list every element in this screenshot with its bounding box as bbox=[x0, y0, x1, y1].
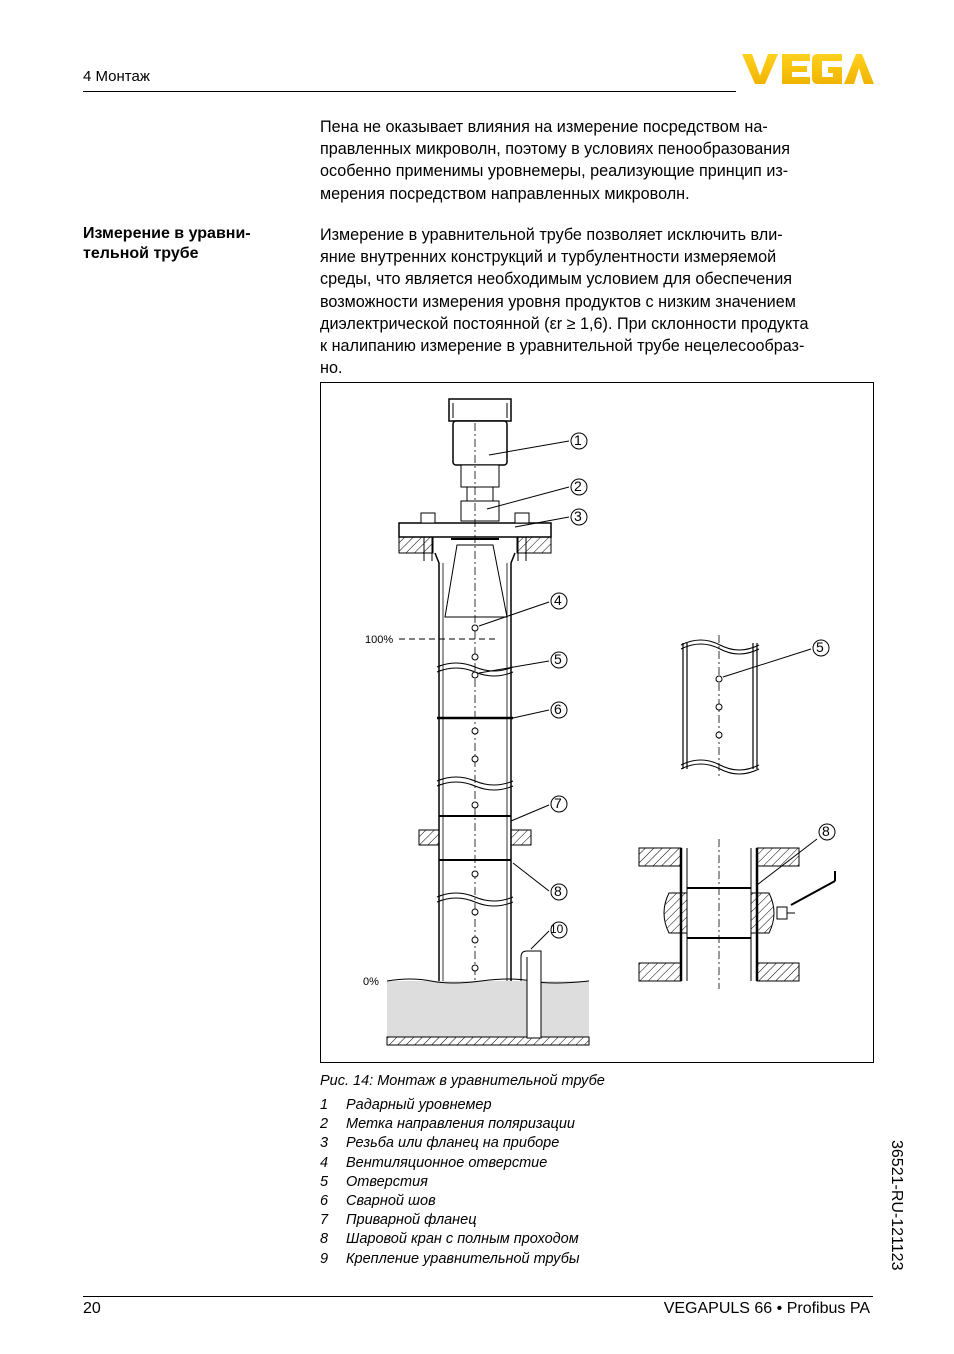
section-heading bbox=[83, 224, 303, 264]
legend-item: 9 Крепление уравнительной трубы bbox=[320, 1250, 580, 1267]
vega-logo bbox=[740, 48, 874, 88]
text-line: Измерение в уравнительной трубе позволяет исключить вли- bbox=[320, 226, 783, 244]
text-line: но. bbox=[320, 359, 343, 378]
text-line: среды, что является необходимым условием для обеспечения bbox=[320, 270, 793, 289]
text-line: яние внутренних конструкций и турбулентности измеряемой bbox=[320, 248, 777, 267]
document-id-text: 36521-RU-121123 bbox=[888, 1140, 905, 1271]
callout-3: 3 bbox=[574, 508, 582, 524]
product-name: VEGAPULS 66 • Profibus PA bbox=[663, 1300, 870, 1317]
heading-line: тельной трубе bbox=[83, 245, 199, 262]
figure-caption: Рис. 14: Монтаж в уравнительной трубе bbox=[320, 1073, 605, 1089]
callout-10: 10 bbox=[550, 922, 564, 936]
level-0-label: 0% bbox=[363, 976, 379, 988]
document-id bbox=[873, 1140, 913, 1300]
legend-item: 1 Радарный уровнемер bbox=[320, 1097, 492, 1113]
legend-item: 3 Резьба или фланец на приборе bbox=[320, 1135, 560, 1152]
callout-2: 2 bbox=[574, 478, 582, 494]
text-line: возможности измерения уровня продуктов с низким значением bbox=[320, 292, 796, 311]
legend-item: 5 Отверстия bbox=[320, 1173, 428, 1190]
header-section-title: 4 Монтаж bbox=[83, 68, 150, 85]
text-line: Пена не оказывает влияния на измерение посредством на- bbox=[320, 118, 768, 136]
callout-4: 4 bbox=[554, 592, 562, 608]
section-paragraph bbox=[320, 224, 880, 379]
legend-item: 4 Вентиляционное отверстие bbox=[320, 1154, 548, 1171]
header-rule bbox=[83, 91, 736, 92]
legend-item: 7 Приварной фланец bbox=[320, 1212, 477, 1229]
intro-paragraph bbox=[320, 116, 880, 205]
level-100-label: 100% bbox=[365, 634, 394, 646]
installation-figure bbox=[320, 382, 874, 1063]
callout-5: 5 bbox=[554, 651, 562, 667]
text-line: мерения посредством направленных микроволн. bbox=[320, 184, 690, 203]
legend-item: 8 Шаровой кран с полным проходом bbox=[320, 1231, 579, 1248]
text-line: диэлектрической постоянной (εr ≥ 1,6). При склонности продукта bbox=[320, 314, 809, 333]
callout-1: 1 bbox=[574, 432, 582, 448]
text-line: правленных микроволн, поэтому в условиях пенообразования bbox=[320, 140, 791, 159]
callout-8: 8 bbox=[554, 883, 562, 899]
page-number: 20 bbox=[83, 1300, 101, 1317]
figure-legend bbox=[320, 1097, 580, 1270]
text-line: к налипанию измерение в уравнительной трубе нецелесообраз- bbox=[320, 337, 805, 356]
callout-6: 6 bbox=[554, 701, 562, 717]
heading-line: Измерение в уравни- bbox=[83, 225, 251, 242]
legend-item: 6 Сварной шов bbox=[320, 1192, 436, 1209]
footer-rule bbox=[83, 1296, 873, 1297]
text-line: особенно применимы уровнемеры, реализующие принцип из- bbox=[320, 162, 789, 181]
callout-8-detail: 8 bbox=[822, 823, 830, 839]
callout-5-detail: 5 bbox=[816, 639, 824, 655]
legend-item: 2 Метка направления поляризации bbox=[320, 1116, 575, 1133]
callout-7: 7 bbox=[554, 795, 562, 811]
standpipe-drawing bbox=[321, 383, 873, 1062]
